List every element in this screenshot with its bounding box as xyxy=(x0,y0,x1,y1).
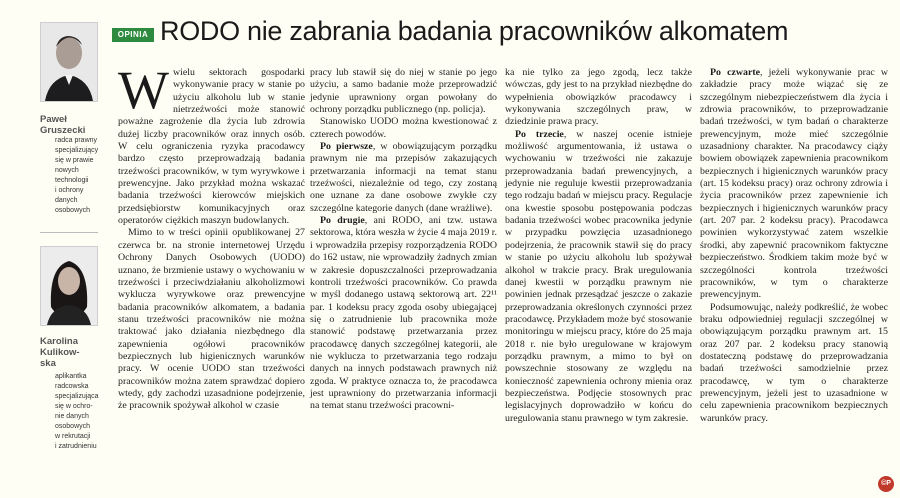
text-column-1 xyxy=(118,60,305,413)
publisher-logo: ©P xyxy=(878,476,894,492)
paragraph: pracy lub stawił się do niej w stanie po jego użyciu, a samo badanie może przeprowadzić jedynie uprawniony organ powołany do ochrony porządku publicznego (np. policja). xyxy=(310,67,497,116)
author-divider xyxy=(40,232,98,233)
author-photo-2 xyxy=(40,246,98,326)
section-badge: OPINIA xyxy=(112,28,154,42)
author-sidebar xyxy=(0,0,100,498)
paragraph: Stanowisko UODO można kwestionować z czterech powodów. xyxy=(310,116,497,140)
drop-cap: W xyxy=(118,60,169,120)
text-column-4 xyxy=(700,67,888,425)
paragraph: Po czwarte, jeżeli wykonywanie prac w zakładzie pracy może wiązać się ze szczególnym niebezpieczeństwem dla życia i zdrowia pracowników, to przeprowadzanie badań trzeźwości, w tym badań o charakterze prewencyjnym, może mieć szczególnie uzasadniony charakter. Na pracodawcy ciąży bowiem obowiązek zapewnienia pracownikom bezpiecznych i higienicznych warunków pracy (art. 15 kodeksu pracy) oraz ochrony zdrowia i życia pracowników przez zapewnienie ich bezpiecznych i higienicznych warunków pracy (art. 207 par. 2 kodeksu pracy). Pracodawca powinien wykorzystywać zatem wszelkie środki, aby zapewnić pracownikom faktyczne bezpieczeństwo. Środkiem takim może być w szczególności kontrola trzeźwości pracowników, w tym o charakterze prewencyjnym. xyxy=(700,67,888,301)
author-name-2: Karolina Kulikow- ska xyxy=(40,336,80,369)
paragraph: Po pierwsze, w obowiązującym porządku prawnym nie ma przepisów zakazujących przetwarzania informacji na temat stanu trzeźwości, niezależnie od tego, czy zostaną one uznane za dane osobowe zwykłe czy szczególne kategorie danych (dane wrażliwe). xyxy=(310,141,497,214)
author-description-2: aplikantka radcowska specjalizująca się w ochro- nie danych osobowych w rekrutacji i zatrudnieniu xyxy=(55,373,99,450)
author-name-1: Paweł Gruszecki xyxy=(40,114,86,136)
paragraph: Po trzecie, w naszej ocenie istnieje możliwość argumentowania, iż ustawa o wychowaniu w trzeźwości nie zakazuje przeprowadzania badań prewencyjnych, a jedynie nie reguluje kwestii przeprowadzania tego rodzaju badań w miejscu pracy. Regulacje ona kwestie sposobu postępowania podczas badania trzeźwości wobec pracownika jedynie w przypadku powzięcia uzasadnionego podejrzenia, że pracownik stawił się do pracy w stanie po użyciu alkoholu lub spożywał alkohol w trakcie pracy. Brak uregulowania danej kwestii w porządku prawnym nie powinien jednak przesądzać jeszcze o zakazie przeprowadzania określonych czynności przez pracodawcę. Przykładem może być stosowanie monitoringu w miejscu pracy, które do 25 maja 2018 r. nie było uregulowane w krajowym porządku prawnym, a mimo to był on powszechnie stosowany ze względu na konieczność zapewnienia ochrony mienia oraz bezpieczeństwa. Podjęcie stosownych prac legislacyjnych doprowadziło w końcu do uregulowania stanu prawnego w tym zakresie. xyxy=(505,128,693,424)
text-column-3 xyxy=(505,67,692,425)
author-photo-1 xyxy=(40,22,98,102)
paragraph: ka nie tylko za jego zgodą, lecz także wówczas, gdy jest to na przykład niezbędne do wypełnienia obowiązków pracodawcy i wykonywania szczególnych praw, w dziedzinie prawa pracy. xyxy=(505,67,692,128)
text-column-2 xyxy=(310,67,497,413)
paragraph: Mimo to w treści opinii opublikowanej 27 czerwca br. na stronie internetowej Urzędu Ochrony Danych Osobowych (UODO) uznano, że brzmienie ustawy o wychowaniu w trzeźwości i przeciwdziałaniu alkoholizmowi wyklucza wyrywkowe oraz prewencyjne badania pracowników alkomatem, a badania stanu trzeźwości pracowników nie można traktować jako działania niezbędnego dla zapewnienia ogółowi pracowników bezpiecznych lub higienicznych warunków pracy. W ocenie UODO stan trzeźwości pracowników można zatem sprawdzać dopiero wtedy, gdy zachodzi uzasadnione podejrzenie, że pracownik spożywał alkohol w czasie xyxy=(118,227,305,412)
article-header xyxy=(112,14,894,54)
author-description-1: radca prawny specjalizujący się w prawie nowych technologii i ochrony danych osobowych xyxy=(55,137,99,214)
paragraph: Wwielu sektorach gospodarki wykonywanie pracy w stanie po użyciu alkoholu lub w stanie nietrzeźwości może stanowić poważne zagrożenie dla życia lub zdrowia dużej liczby pracowników oraz innych osób. W celu ograniczenia ryzyka pracodawcy bardzo często przeprowadzają badania trzeźwości pracowników, w tym wyrywkowe i prewencyjne. Jako przykład można wskazać badania trzeźwości kierowców miejskich przedsiębiorstw komunikacyjnych oraz operatorów ciężkich maszyn budowlanych. xyxy=(118,60,305,227)
paragraph: Podsumowując, należy podkreślić, że wobec braku odpowiedniej regulacji szczególnej w obowiązującym porządku prawnym art. 15 oraz 207 par. 2 kodeksu pracy stanowią dostateczną podstawę do przeprowadzania badań trzeźwości samodzielnie przez pracodawcę, w tym o charakterze prewencyjnym, jeżeli jest to uzasadnione w celu zapewnienia pracownikom bezpiecznych warunków pracy. xyxy=(700,301,888,424)
article-title: RODO nie zabrania badania pracowników alkomatem xyxy=(160,16,789,46)
paragraph: Po drugie, ani RODO, ani tzw. ustawa sektorowa, która weszła w życie 4 maja 2019 r. i wprowadziła przepisy rozporządzenia RODO do 162 ustaw, nie wprowadziły żadnych zmian w zakresie dopuszczalności przeprowadzania kontroli trzeźwości pracowników. Co prawda w myśl dodanego ustawą sektorową art. 22¹¹ par. 1 kodeksu pracy zgoda osoby ubiegającej się o zatrudnienie lub pracownika może stanowić podstawę przetwarzania przez pracodawcę danych szczególnej kategorii, ale nie wyklucza to przetwarzania tego rodzaju danych na innych podstawach prawnych niż zgoda. W praktyce oznacza to, że pracodawca jest uprawniony do przetwarzania informacji na temat stanu trzeźwości pracowni- xyxy=(310,215,498,412)
